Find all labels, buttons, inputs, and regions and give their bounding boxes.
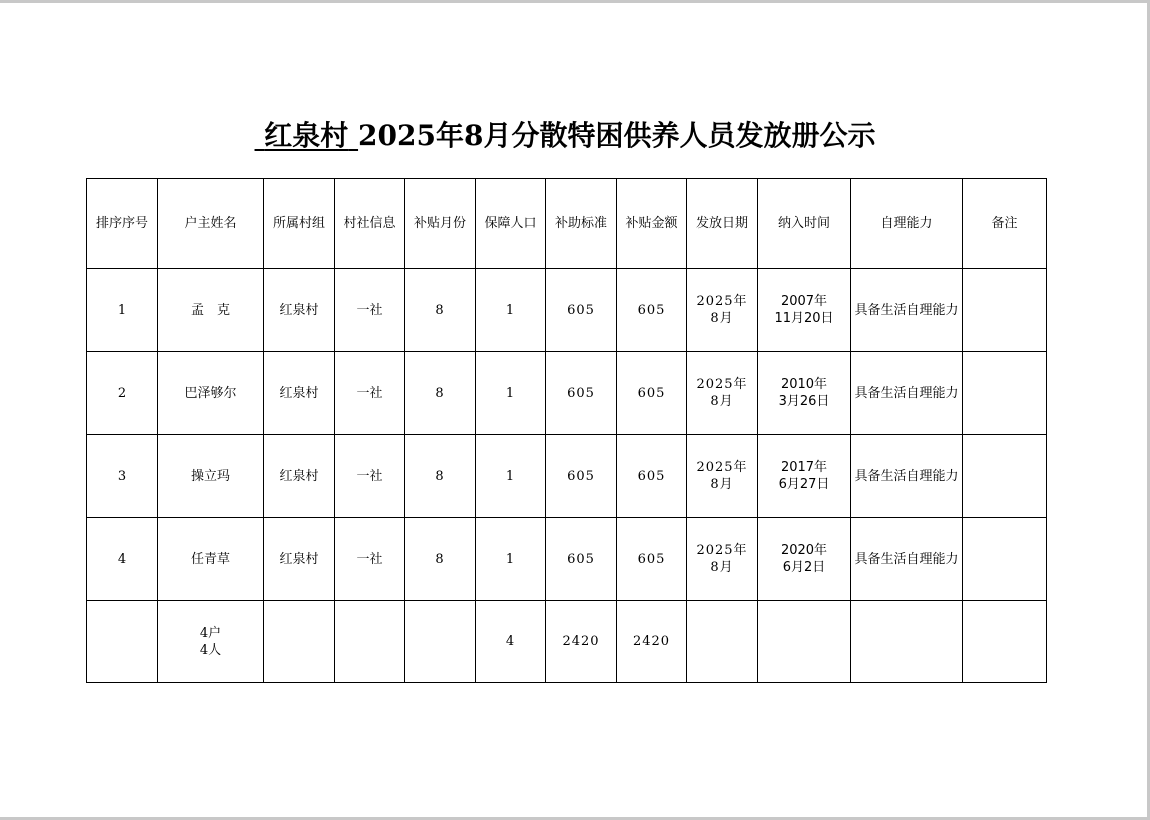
table-row (87, 435, 1047, 518)
cell-seq: 4 (87, 518, 158, 601)
header-cell-remark: 备注 (963, 179, 1047, 269)
total-cell-remark (963, 601, 1047, 683)
total-cell-issue-date (687, 601, 758, 683)
header-cell-standard: 补助标准 (546, 179, 617, 269)
total-cell-amount: 2420 (617, 601, 687, 683)
cell-name: 操立玛 (158, 435, 264, 518)
table-row (87, 518, 1047, 601)
total-cell-standard: 2420 (546, 601, 617, 683)
cell-month: 8 (405, 352, 476, 435)
total-cell-seq (87, 601, 158, 683)
cell-village: 红泉村 (264, 352, 335, 435)
total-cell-population: 4 (476, 601, 546, 683)
cell-amount: 605 (617, 352, 687, 435)
cell-remark (963, 518, 1047, 601)
cell-ability: 具备生活自理能力 (851, 269, 963, 352)
cell-standard: 605 (546, 518, 617, 601)
roster-table (86, 178, 1047, 683)
cell-month: 8 (405, 435, 476, 518)
cell-seq: 2 (87, 352, 158, 435)
document-title (0, 114, 1130, 154)
header-cell-name: 户主姓名 (158, 179, 264, 269)
title-village-underlined (255, 119, 359, 152)
table-row (87, 352, 1047, 435)
total-cell-village (264, 601, 335, 683)
cell-village: 红泉村 (264, 435, 335, 518)
header-cell-population: 保障人口 (476, 179, 546, 269)
cell-community: 一社 (335, 269, 405, 352)
cell-remark (963, 269, 1047, 352)
header-cell-included: 纳入时间 (758, 179, 851, 269)
cell-name: 孟 克 (158, 269, 264, 352)
cell-month: 8 (405, 518, 476, 601)
cell-population: 1 (476, 518, 546, 601)
cell-standard: 605 (546, 269, 617, 352)
cell-ability: 具备生活自理能力 (851, 352, 963, 435)
cell-issue-date: 2025年 8月 (687, 518, 758, 601)
cell-issue-date: 2025年 8月 (687, 352, 758, 435)
header-row (87, 179, 1047, 269)
cell-population: 1 (476, 352, 546, 435)
cell-community: 一社 (335, 518, 405, 601)
cell-remark (963, 435, 1047, 518)
total-cell-households: 4户 4人 (158, 601, 264, 683)
header-cell-village: 所属村组 (264, 179, 335, 269)
cell-remark (963, 352, 1047, 435)
cell-village: 红泉村 (264, 518, 335, 601)
header-cell-amount: 补贴金额 (617, 179, 687, 269)
cell-issue-date: 2025年 8月 (687, 269, 758, 352)
cell-amount: 605 (617, 518, 687, 601)
cell-issue-date: 2025年 8月 (687, 435, 758, 518)
title-village: 红泉村 (264, 119, 349, 152)
header-cell-seq: 排序序号 (87, 179, 158, 269)
cell-population: 1 (476, 435, 546, 518)
cell-included: 2007年 11月20日 (758, 269, 851, 352)
total-cell-ability (851, 601, 963, 683)
cell-village: 红泉村 (264, 269, 335, 352)
total-cell-month (405, 601, 476, 683)
cell-month: 8 (405, 269, 476, 352)
header-cell-month: 补贴月份 (405, 179, 476, 269)
total-cell-included (758, 601, 851, 683)
cell-standard: 605 (546, 352, 617, 435)
cell-community: 一社 (335, 435, 405, 518)
cell-amount: 605 (617, 435, 687, 518)
cell-amount: 605 (617, 269, 687, 352)
header-cell-issue-date: 发放日期 (687, 179, 758, 269)
cell-community: 一社 (335, 352, 405, 435)
cell-name: 任青草 (158, 518, 264, 601)
total-cell-community (335, 601, 405, 683)
cell-seq: 3 (87, 435, 158, 518)
cell-ability: 具备生活自理能力 (851, 518, 963, 601)
title-rest: 2025年8月分散特困供养人员发放册公示 (358, 119, 876, 152)
cell-standard: 605 (546, 435, 617, 518)
cell-included: 2020年 6月2日 (758, 518, 851, 601)
cell-included: 2017年 6月27日 (758, 435, 851, 518)
table-row (87, 269, 1047, 352)
cell-seq: 1 (87, 269, 158, 352)
total-row (87, 601, 1047, 683)
cell-population: 1 (476, 269, 546, 352)
header-cell-ability: 自理能力 (851, 179, 963, 269)
cell-name: 巴泽够尔 (158, 352, 264, 435)
cell-included: 2010年 3月26日 (758, 352, 851, 435)
header-cell-community: 村社信息 (335, 179, 405, 269)
cell-ability: 具备生活自理能力 (851, 435, 963, 518)
